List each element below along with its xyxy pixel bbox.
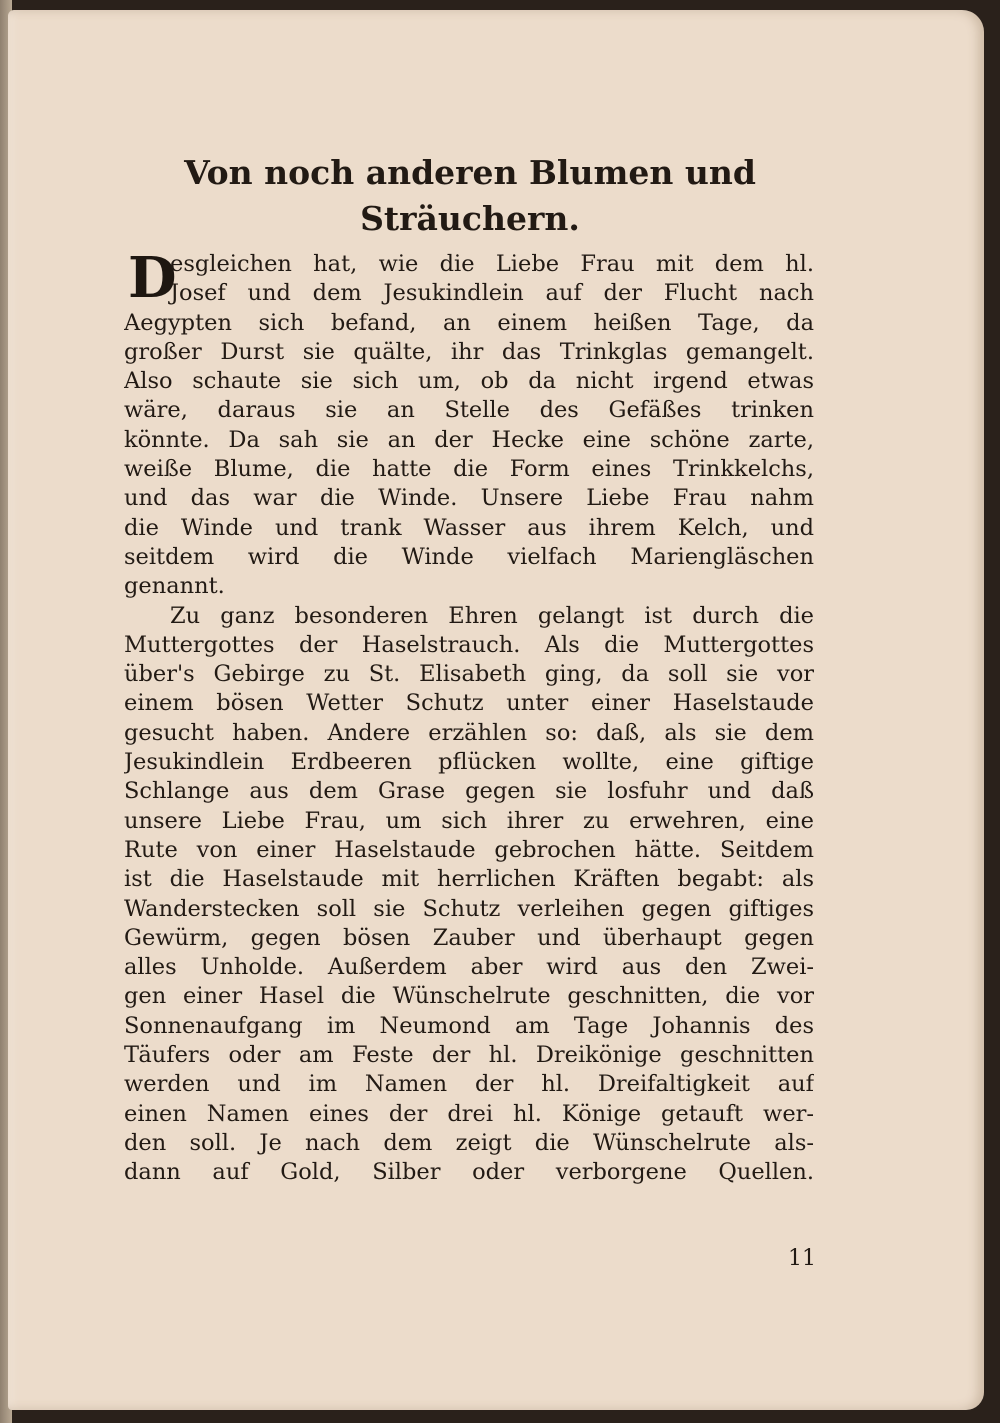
chapter-title-line-1: Von noch anderen Blumen und bbox=[184, 153, 756, 192]
text-line: und das war die Winde. Unsere Liebe Frau nahm bbox=[124, 485, 814, 512]
text-line: seitdem wird die Winde vielfach Mariengläschen bbox=[124, 543, 814, 570]
text-line: gesucht haben. Andere erzählen so: daß, als sie dem bbox=[124, 719, 814, 746]
text-line: Wanderstecken soll sie Schutz verleihen gegen giftiges bbox=[124, 895, 814, 922]
page-number: 11 bbox=[788, 1246, 816, 1271]
text-line: Also schaute sie sich um, ob da nicht irgend etwas bbox=[124, 368, 814, 395]
text-line: genannt. bbox=[124, 573, 225, 600]
text-line: Zu ganz besonderen Ehren gelangt ist durch die bbox=[170, 602, 814, 629]
text-line: die Winde und trank Wasser aus ihrem Kelch, und bbox=[124, 514, 814, 541]
drop-cap: D bbox=[128, 245, 177, 311]
chapter-title-line-2: Sträuchern. bbox=[360, 199, 580, 238]
text-line: Josef und dem Jesukindlein auf der Flucht nach bbox=[170, 280, 814, 307]
text-line: werden und im Namen der hl. Dreifaltigkeit auf bbox=[124, 1071, 814, 1098]
text-line: alles Unholde. Außerdem aber wird aus den Zwei- bbox=[124, 954, 814, 981]
text-line: gen einer Hasel die Wünschelrute geschnitten, die vor bbox=[124, 983, 814, 1010]
text-line: einem bösen Wetter Schutz unter einer Haselstaude bbox=[124, 690, 814, 717]
text-line: Jesukindlein Erdbeeren pflücken wollte, eine giftige bbox=[124, 749, 814, 776]
text-line: Täufers oder am Feste der hl. Dreikönige geschnitten bbox=[124, 1042, 814, 1069]
text-line: Muttergottes der Haselstrauch. Als die Muttergottes bbox=[124, 631, 814, 658]
text-line: Aegypten sich befand, an einem heißen Tage, da bbox=[124, 309, 814, 336]
chapter-title bbox=[120, 150, 820, 242]
text-line: Rute von einer Haselstaude gebrochen hätte. Seitdem bbox=[124, 836, 814, 863]
text-line: über's Gebirge zu St. Elisabeth ging, da soll sie vor bbox=[124, 661, 814, 688]
body-text bbox=[124, 245, 814, 1188]
text-line: Schlange aus dem Grase gegen sie losfuhr und daß bbox=[124, 778, 814, 805]
text-line: dann auf Gold, Silber oder verborgene Quellen. bbox=[124, 1159, 814, 1186]
text-line: einen Namen eines der drei hl. Könige getauft wer- bbox=[124, 1100, 814, 1127]
text-line: esgleichen hat, wie die Liebe Frau mit dem hl. bbox=[170, 251, 814, 277]
text-line: wäre, daraus sie an Stelle des Gefäßes trinken bbox=[124, 397, 814, 424]
text-line: Sonnenaufgang im Neumond am Tage Johannis des bbox=[124, 1012, 814, 1039]
text-line: Gewürm, gegen bösen Zauber und überhaupt gegen bbox=[124, 924, 814, 951]
text-line: weiße Blume, die hatte die Form eines Trinkkelchs, bbox=[124, 456, 814, 483]
text-line: unsere Liebe Frau, um sich ihrer zu erwehren, eine bbox=[124, 807, 814, 834]
text-line: ist die Haselstaude mit herrlichen Kräften begabt: als bbox=[124, 866, 814, 893]
text-line: könnte. Da sah sie an der Hecke eine schöne zarte, bbox=[124, 426, 814, 453]
text-line: den soll. Je nach dem zeigt die Wünschelrute als- bbox=[124, 1129, 814, 1156]
text-line: großer Durst sie quälte, ihr das Trinkglas gemangelt. bbox=[124, 338, 814, 365]
